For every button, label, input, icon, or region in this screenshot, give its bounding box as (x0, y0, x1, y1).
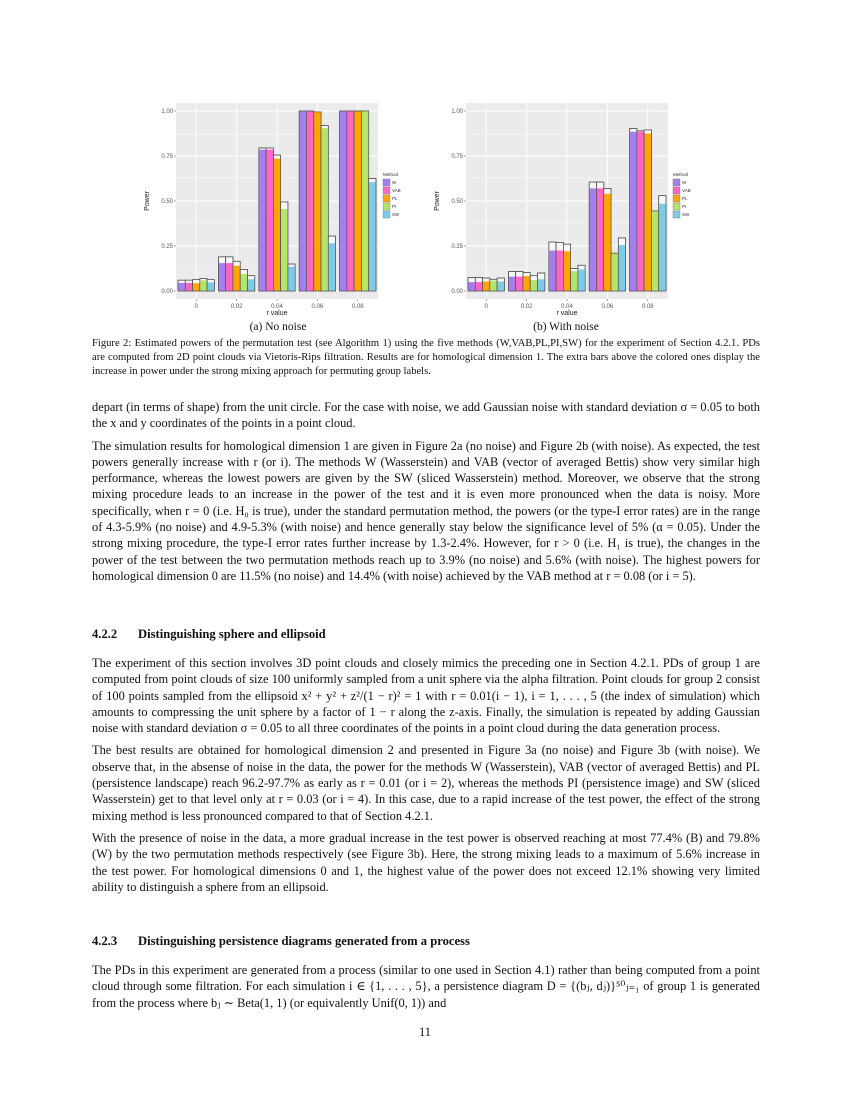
bar-pl (604, 194, 611, 291)
legend-swatch-pi (383, 203, 390, 210)
bar-vab (306, 111, 313, 291)
legend-label: PL (392, 196, 398, 201)
section-title: Distinguishing sphere and ellipsoid (138, 627, 326, 641)
chart-2a-svg (138, 98, 428, 318)
bar-sw (618, 245, 625, 291)
body-text-1 (92, 399, 760, 590)
x-axis-label: r value (556, 310, 578, 317)
bar-pl (273, 159, 280, 291)
y-tick-label: 1.00 (451, 109, 463, 115)
section-heading-4-2-3 (92, 934, 470, 949)
legend-title: Method (673, 172, 689, 177)
paragraph: The simulation results for homological dimension 1 are given in Figure 2a (no noise) and Figure 2b (with noise). As expected, the test powers generally increase with r (or i). The methods W (Wasserstein) and VAB (vector of averaged Bettis) show very similar high performance, whereas the lowest powers are given by the SW (sliced Wasserstein) method. Moreover, we observe that the strong mixing procedure leads to an increase in the power of the test and it is even more pronounced when the data is noisy. More specifically, when r = 0 (i.e. H₀ is true), under the standard permutation method, the powers (or the type-I error rates) are in the range of 4.3-5.9% (no noise) and 4.9-5.3% (with noise) and hence generally stay below the significance level of 5% (α = 0.05). Under the strong mixing procedure, the type-I error rates further increase by 1.3-2.4%. However, for r > 0 (i.e. H₁ is true), the changes in the power of the test between the two permutation methods reach up to 3.9% (no noise) and 5.6% (with noise). The highest powers for homological dimension 0 are 11.5% (no noise) and 14.4% (with noise) achieved by the VAB method at r = 0.08 (or i = 5). (92, 438, 760, 583)
bar-vab (266, 150, 273, 291)
y-tick-label: 0.25 (451, 244, 463, 250)
y-tick-label: 1.00 (161, 109, 173, 115)
bar-vab (185, 283, 192, 291)
paragraph: The PDs in this experiment are generated from a process (similar to one used in Section 4.1) rather than being computed from a point cloud through some filtration. For each simulation i ∈ {1, . . . , 5}, a persistence diagram D = {(bⱼ, dⱼ)}⁵⁰ⱼ₌₁ of group 1 is generated from the process where bⱼ ∼ Beta(1, 1) (or equivalently Unif(0, 1)) and (92, 963, 760, 1010)
subcaption-b: (b) With noise (533, 321, 599, 333)
bar-vab (596, 188, 603, 291)
x-axis-label: r value (266, 310, 288, 317)
bar-sw (288, 267, 295, 291)
y-axis-label: Power (434, 191, 441, 211)
bar-w (468, 282, 475, 291)
bar-pl (523, 276, 530, 291)
bar-pl (644, 134, 651, 292)
bar-vab (475, 282, 482, 291)
legend-label: PI (392, 204, 397, 209)
legend-swatch-pl (673, 195, 680, 202)
section-number: 4.2.2 (92, 627, 118, 641)
x-tick-label: 0 (484, 304, 488, 310)
paragraph: With the presence of noise in the data, a more gradual increase in the test power is observed reaching at most 77.4% (B) and 79.8% (W) by the two permutation methods respectively (see Figure 3b). Here, the strong mixing leads to a maximum of 5.6% increase in the test power. For homological dimensions 0 and 1, the highest value of the power does not exceed 12.1% showing very limited ability to distinguish a sphere from an ellipsoid. (92, 830, 760, 894)
paragraph: The best results are obtained for homological dimension 2 and presented in Figure 3a (no noise) and Figure 3b (with noise). We observe that, in the absense of noise in the data, the power for the methods W (Wasserstein), VAB (vector of averaged Bettis) and PL (persistence landscape) reach 96.2-97.7% as early as r = 0.01 (or i = 2), whereas the methods PI (persistence image) and SW (sliced Wasserstein) get to that level only at r = 0.03 (or i = 4). In this case, due to a rapid increase of the test power, the effect of the strong mixing method is less pronounced compared to that of Section 4.2.1. (92, 743, 760, 823)
bar-w (178, 283, 185, 291)
legend-label: SW (682, 212, 690, 217)
figure-2a-chart (138, 98, 428, 318)
x-tick-label: 0.02 (230, 304, 243, 310)
chart-2b-svg (428, 98, 718, 318)
x-tick-label: 0.06 (601, 304, 614, 310)
bar-w (340, 111, 347, 291)
bar-pi (281, 209, 288, 291)
bar-sw (207, 282, 214, 291)
bar-w (589, 188, 596, 291)
paragraph: The experiment of this section involves 3D point clouds and closely mimics the preceding one in Section 4.2.1. PDs of group 1 are computed from point clouds of size 100 uniformly sampled from a unit sphere via the alpha filtration. Point clouds for group 2 consist of 100 points sampled from the ellipsoid x² + y² + z²/(1 − r)² = 1 with r = 0.01(i − 1), i = 1, . . . , 5 (the index of simulation) which amounts to compressing the unit sphere by a factor of 1 − r along the z-axis. Finally, the simulation is repeated by adding Gaussian noise with standard deviation σ = 0.05 to all three coordinates of the points in a point cloud during the data generation process. (92, 656, 760, 736)
legend-label: W (682, 180, 687, 185)
figure-caption: Figure 2: Estimated powers of the permutation test (see Algorithm 1) using the five methods (W,VAB,PL,PI,SW) for the experiment of Section 4.2.1. PDs are computed from 2D point clouds via Vietoris-Rips filtration. Results are for homological dimension 1. The extra bars above the colored ones display the increase in power under the strong mixing approach for permuting group labels. (92, 338, 760, 377)
bar-w (630, 132, 637, 291)
bar-vab (556, 251, 563, 292)
section-heading-4-2-2 (92, 627, 326, 642)
bar-sw (659, 204, 666, 291)
bar-sw (369, 182, 376, 291)
bar-pl (354, 111, 361, 291)
bar-w (508, 277, 515, 291)
x-tick-label: 0 (194, 304, 198, 310)
bar-pl (193, 283, 200, 291)
legend-swatch-sw (673, 211, 680, 218)
bar-sw (328, 243, 335, 291)
bar-pl (233, 266, 240, 291)
bar-pi (361, 111, 368, 291)
legend-swatch-pi (673, 203, 680, 210)
bar-pi (611, 253, 618, 291)
subcaption-a: (a) No noise (249, 321, 307, 333)
bar-w (299, 111, 306, 291)
legend-swatch-pl (383, 195, 390, 202)
figure-2b-chart (428, 98, 718, 318)
bar-sw (538, 279, 545, 291)
bar-w (549, 251, 556, 292)
legend-label: SW (392, 212, 400, 217)
legend-label: VAB (682, 188, 691, 193)
y-tick-label: 0.25 (161, 244, 173, 250)
y-tick-label: 0.00 (451, 289, 463, 295)
body-text-2 (92, 655, 760, 901)
bar-pi (530, 280, 537, 291)
x-tick-label: 0.04 (271, 304, 283, 310)
section-number: 4.2.3 (92, 934, 118, 948)
y-axis-label: Power (144, 191, 151, 211)
paragraph: depart (in terms of shape) from the unit circle. For the case with noise, we add Gaussian noise with standard deviation σ = 0.05 to both the x and y coordinates of the points in a point cloud. (92, 400, 760, 431)
bar-pi (651, 211, 658, 291)
legend-swatch-w (383, 179, 390, 186)
bar-pi (571, 271, 578, 291)
bar-vab (347, 111, 354, 291)
x-tick-label: 0.06 (311, 304, 324, 310)
legend-title: Method (383, 172, 399, 177)
legend-swatch-vab (673, 187, 680, 194)
legend-swatch-w (673, 179, 680, 186)
y-tick-label: 0.50 (451, 199, 463, 205)
bar-sw (497, 281, 504, 291)
bar-pi (321, 128, 328, 291)
bar-pl (483, 281, 490, 291)
legend-label: PI (682, 204, 687, 209)
bar-vab (226, 263, 233, 291)
x-tick-label: 0.08 (641, 304, 654, 310)
bar-pi (490, 281, 497, 291)
legend-label: PL (682, 196, 688, 201)
legend-label: W (392, 180, 397, 185)
bar-pi (200, 280, 207, 291)
x-tick-label: 0.02 (520, 304, 533, 310)
section-title: Distinguishing persistence diagrams generated from a process (138, 934, 470, 948)
x-tick-label: 0.04 (561, 304, 573, 310)
bar-vab (516, 277, 523, 291)
bar-sw (248, 279, 255, 291)
y-tick-label: 0.00 (161, 289, 173, 295)
bar-w (259, 150, 266, 291)
legend-swatch-sw (383, 211, 390, 218)
y-tick-label: 0.75 (161, 154, 173, 160)
legend-label: VAB (392, 188, 401, 193)
body-text-3 (92, 962, 760, 1017)
y-tick-label: 0.75 (451, 154, 463, 160)
bar-pl (563, 251, 570, 291)
bar-pi (240, 274, 247, 291)
y-tick-label: 0.50 (161, 199, 173, 205)
bar-vab (637, 132, 644, 291)
page-number: 11 (419, 1025, 431, 1039)
bar-pl (314, 112, 321, 291)
legend-swatch-vab (383, 187, 390, 194)
x-tick-label: 0.08 (351, 304, 364, 310)
bar-w (218, 263, 225, 291)
bar-sw (578, 269, 585, 291)
